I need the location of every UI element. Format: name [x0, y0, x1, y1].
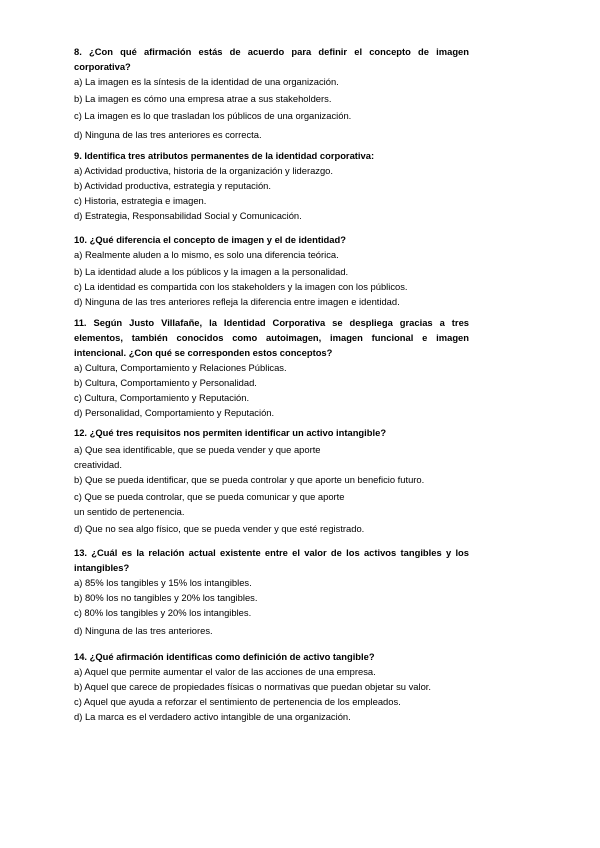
question-title: 10. ¿Qué diferencia el concepto de imagen y el de identidad? — [74, 234, 346, 245]
question-title-cont: intangibles? — [74, 562, 130, 573]
option-b: b) 80% los no tangibles y 20% los tangibles. — [74, 592, 258, 603]
option-c: c) Aquel que ayuda a reforzar el sentimiento de pertenencia de los empleados. — [74, 696, 401, 707]
option-c: c) La identidad es compartida con los stakeholders y la imagen con los públicos. — [74, 281, 408, 292]
question-14 — [74, 649, 469, 724]
option-c: c) Cultura, Comportamiento y Reputación. — [74, 392, 250, 403]
question-12 — [74, 425, 469, 536]
option-d: d) Ninguna de las tres anteriores. — [74, 625, 213, 636]
option-d: d) Estrategia, Responsabilidad Social y Comunicación. — [74, 210, 302, 221]
question-title: 14. ¿Qué afirmación identificas como definición de activo tangible? — [74, 651, 375, 662]
option-b: b) La identidad alude a los públicos y la imagen a la personalidad. — [74, 266, 349, 277]
option-b: b) Aquel que carece de propiedades físicas o normativas que puedan objetar su valor. — [74, 681, 431, 692]
option-d: d) Ninguna de las tres anteriores refleja la diferencia entre imagen e identidad. — [74, 296, 400, 307]
question-title: 8. ¿Con qué afirmación estás de acuerdo para definir el concepto de imagen — [74, 46, 469, 57]
option-a: a) Realmente aluden a lo mismo, es solo una diferencia teórica. — [74, 249, 339, 260]
option-d: d) Que no sea algo físico, que se pueda vender y que esté registrado. — [74, 523, 365, 534]
question-10 — [74, 232, 469, 309]
question-title-cont: elementos, también conocidos como autoimagen, imagen funcional e imagen — [74, 332, 469, 343]
option-c: c) Que se pueda controlar, que se pueda comunicar y que aporte — [74, 491, 345, 502]
option-d: d) La marca es el verdadero activo intangible de una organización. — [74, 711, 351, 722]
option-b: b) La imagen es cómo una empresa atrae a sus stakeholders. — [74, 93, 332, 104]
option-b: b) Cultura, Comportamiento y Personalidad. — [74, 377, 257, 388]
option-d: d) Personalidad, Comportamiento y Reputación. — [74, 407, 275, 418]
option-b: b) Actividad productiva, estrategia y reputación. — [74, 180, 271, 191]
question-title: 13. ¿Cuál es la relación actual existente entre el valor de los activos tangibles y los — [74, 547, 469, 558]
option-c: c) La imagen es lo que trasladan los públicos de una organización. — [74, 110, 352, 121]
option-a: a) Que sea identificable, que se pueda vender y que aporte — [74, 444, 321, 455]
question-9 — [74, 148, 469, 223]
option-a: a) Actividad productiva, historia de la organización y liderazgo. — [74, 165, 333, 176]
option-c: c) 80% los tangibles y 20% los intangibles. — [74, 607, 252, 618]
question-title: 11. Según Justo Villafañe, la Identidad Corporativa se despliega gracias a tres — [74, 317, 469, 328]
option-a: a) Cultura, Comportamiento y Relaciones Públicas. — [74, 362, 287, 373]
option-c-cont: un sentido de pertenencia. — [74, 506, 185, 517]
option-b: b) Que se pueda identificar, que se pueda controlar y que aporte un beneficio futuro. — [74, 474, 425, 485]
option-a: a) 85% los tangibles y 15% los intangibles. — [74, 577, 252, 588]
option-d: d) Ninguna de las tres anteriores es correcta. — [74, 129, 262, 140]
option-a: a) La imagen es la síntesis de la identidad de una organización. — [74, 76, 339, 87]
option-a: a) Aquel que permite aumentar el valor de las acciones de una empresa. — [74, 666, 376, 677]
question-title-cont: corporativa? — [74, 61, 131, 72]
question-title: 9. Identifica tres atributos permanentes de la identidad corporativa: — [74, 150, 375, 161]
question-11 — [74, 315, 469, 420]
option-a-cont: creatividad. — [74, 459, 122, 470]
question-title: 12. ¿Qué tres requisitos nos permiten identificar un activo intangible? — [74, 427, 387, 438]
question-title-cont: intencional. ¿Con qué se corresponden estos conceptos? — [74, 347, 333, 358]
option-c: c) Historia, estrategia e imagen. — [74, 195, 207, 206]
question-13 — [74, 545, 469, 638]
question-8 — [74, 44, 469, 142]
